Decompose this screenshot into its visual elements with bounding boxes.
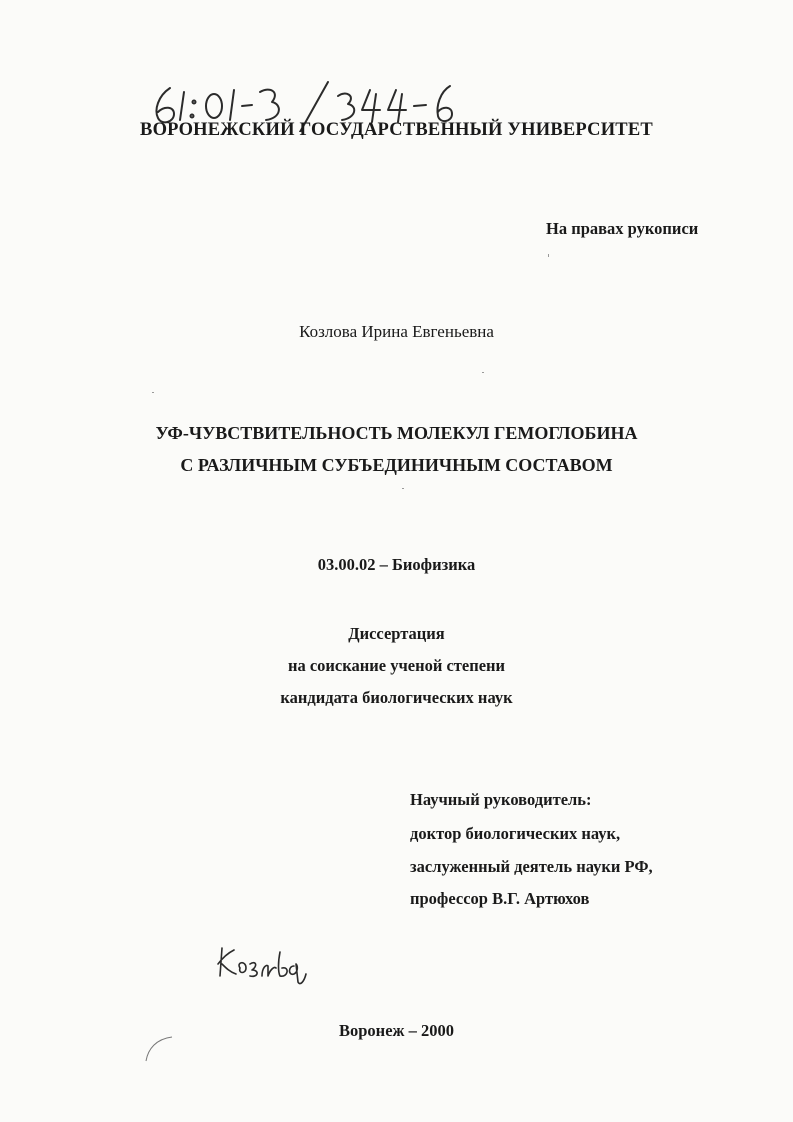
scan-speck (152, 392, 154, 393)
degree-line-3: кандидата биологических наук (280, 688, 513, 707)
pencil-mark-stroke (142, 1033, 182, 1063)
supervisor-heading: Научный руководитель: (410, 790, 592, 809)
specialty: 03.00.02 – Биофизика (317, 555, 476, 574)
supervisor-line-1: доктор биологических наук, (410, 824, 621, 843)
supervisor-line-2: заслуженный деятель науки РФ, (410, 857, 653, 876)
scan-speck (548, 254, 549, 257)
scan-speck (482, 372, 484, 373)
degree-line-1: Диссертация (348, 624, 445, 643)
supervisor-line-3: профессор В.Г. Артюхов (410, 889, 590, 908)
thesis-title-line-1: УФ-ЧУВСТВИТЕЛЬНОСТЬ МОЛЕКУЛ ГЕМОГЛОБИНА (155, 423, 638, 443)
rights-note: На правах рукописи (546, 219, 699, 238)
university-name: ВОРОНЕЖСКИЙ ГОСУДАРСТВЕННЫЙ УНИВЕРСИТЕТ (140, 120, 653, 140)
place-and-year: Воронеж – 2000 (339, 1021, 454, 1040)
pencil-mark (142, 1033, 182, 1063)
signature-handwriting (214, 942, 314, 988)
thesis-title-line-2: С РАЗЛИЧНЫМ СУБЪЕДИНИЧНЫМ СОСТАВОМ (180, 455, 613, 475)
scan-speck (402, 488, 404, 489)
author-name: Козлова Ирина Евгеньевна (299, 322, 494, 341)
degree-line-2: на соискание ученой степени (287, 656, 506, 675)
author-signature (214, 942, 314, 988)
